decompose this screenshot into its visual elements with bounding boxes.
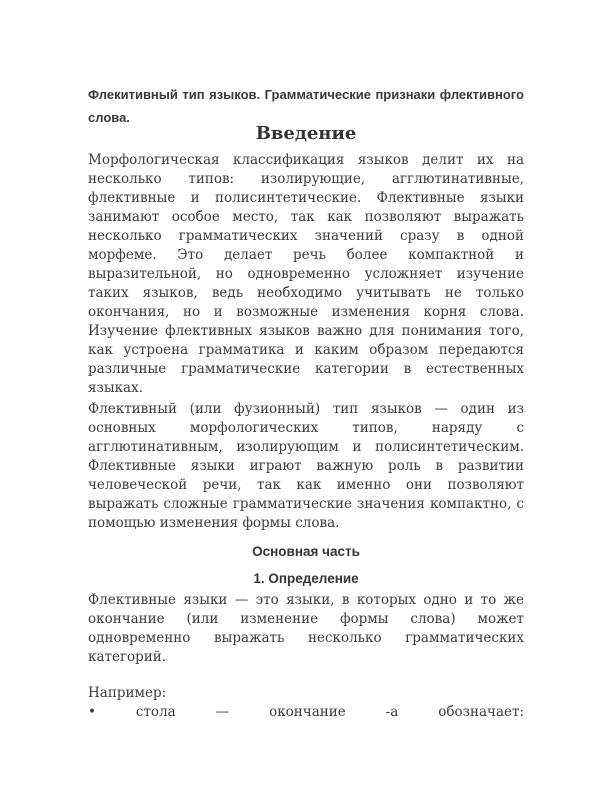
example-bullet-item	[88, 703, 524, 722]
paragraph-definition	[88, 591, 524, 667]
example-label: Например:	[88, 685, 167, 701]
text-line: основных морфологических типов, наряду с	[88, 420, 524, 436]
text-line: Морфологическая классификация языков делит их на	[88, 152, 524, 168]
text-line: окончание (или изменение формы слова) может	[88, 611, 524, 627]
text-line: занимают особое место, так как позволяют выражать	[88, 209, 524, 225]
heading-introduction: Введение	[255, 123, 357, 144]
text-line: флективные и полисинтетические. Флективные языки	[88, 190, 524, 206]
text-line: выражать сложные грамматические значения компактно, с	[88, 496, 524, 512]
text-line: человеческой речи, так как именно они позволяют	[88, 477, 524, 493]
paragraph-intro-1	[88, 151, 524, 398]
text-line: Флективные языки — это языки, в которых одно и то же	[88, 592, 524, 608]
text-line: несколько грамматических значений сразу в одной	[88, 228, 524, 244]
text-line: морфеме. Это делает речь более компактной и	[88, 247, 524, 263]
text-line: языках.	[88, 380, 144, 396]
text-line: Флективный (или фузионный) тип языков — один из	[88, 401, 524, 417]
text-line: • стола — окончание -а обозначает:	[88, 704, 524, 720]
text-line: слова.	[88, 110, 130, 125]
text-line: агглютинативным, изолирующим и полисинтетическим.	[88, 439, 524, 455]
heading-main-part: Основная часть	[252, 544, 360, 559]
paragraph-intro-2	[88, 400, 524, 533]
text-line: как устроена грамматика и каким образом передаются	[88, 342, 524, 358]
text-line: помощью изменения формы слова.	[88, 515, 340, 531]
heading-definition: 1. Определение	[253, 571, 359, 586]
text-line: таких языков, ведь необходимо учитывать не только	[88, 285, 524, 301]
text-line: одновременно выражать несколько грамматических	[88, 630, 524, 646]
text-line: Флекитивный тип языков. Грамматические признаки флективного	[88, 87, 524, 102]
text-line: выразительной, но одновременно усложняет изучение	[88, 266, 524, 282]
text-line: категорий.	[88, 649, 167, 665]
page-content	[88, 83, 524, 722]
text-line: окончания, но и возможные изменения корня слова.	[88, 304, 524, 320]
text-line: Флективные языки играют важную роль в развитии	[88, 458, 524, 474]
text-line: различные грамматические категории в естественных	[88, 361, 524, 377]
text-line: несколько типов: изолирующие, агглютинативные,	[88, 171, 524, 187]
text-line: Изучение флективных языков важно для понимания того,	[88, 323, 524, 339]
